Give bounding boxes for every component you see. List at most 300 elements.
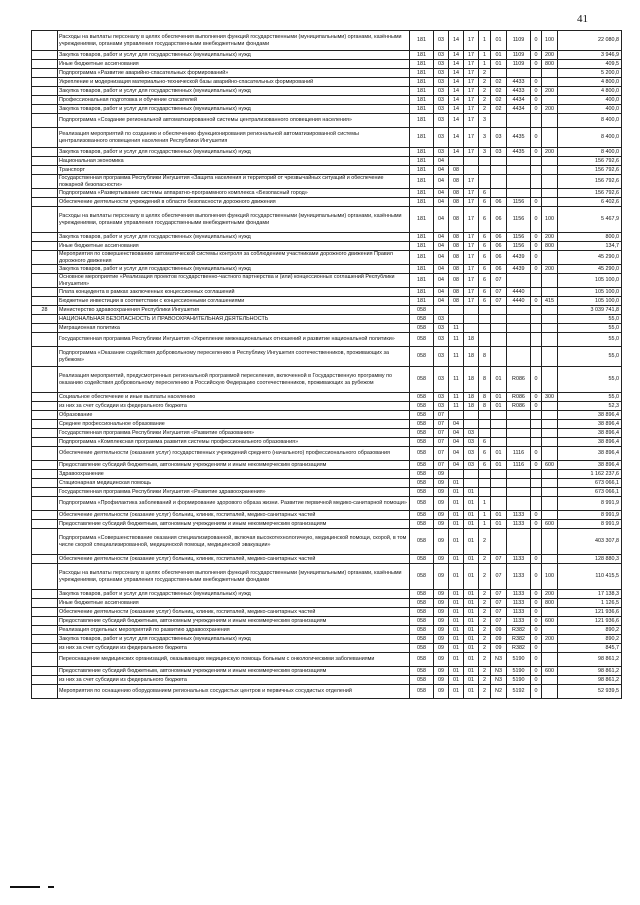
table-row	[32, 207, 622, 233]
expense-type-cell: 100	[542, 564, 558, 590]
subprogram-code-cell: 2	[479, 676, 491, 685]
expense-type-cell	[542, 347, 558, 367]
program-code-cell: 17	[464, 105, 479, 114]
subprogram-code-cell: 1	[479, 511, 491, 520]
direction-code-cell: 4433	[507, 78, 531, 87]
section-code-cell: 09	[434, 497, 449, 511]
amount-cell: 8 991,9	[558, 520, 622, 529]
subsection-code-cell: 01	[449, 617, 464, 626]
item-name-cell: Подпрограмма «Оказание содействия добровольному переселению в Республику Ингушетия соотечественников, проживающих за рубежом»	[58, 347, 410, 367]
item-name-cell: Закупка товаров, работ и услуг для государственных (муниципальных) нужд	[58, 87, 410, 96]
amount-cell: 673 066,1	[558, 488, 622, 497]
row-number-cell	[32, 60, 58, 69]
item-name-cell: Транспорт	[58, 166, 410, 175]
row-number-cell	[32, 51, 58, 60]
amount-cell: 400,0	[558, 105, 622, 114]
row-number-cell	[32, 251, 58, 265]
section-code-cell: 04	[434, 274, 449, 288]
subprogram-code-cell	[479, 175, 491, 189]
subprogram-code-cell: 6	[479, 297, 491, 306]
event-code-cell: 09	[491, 644, 507, 653]
table-row	[32, 644, 622, 653]
ministry-code-cell: 181	[410, 189, 434, 198]
section-code-cell: 09	[434, 479, 449, 488]
extra-code-cell	[531, 157, 542, 166]
row-number-cell	[32, 555, 58, 564]
row-number-cell	[32, 590, 58, 599]
expense-type-cell: 100	[542, 31, 558, 51]
table-row	[32, 608, 622, 617]
subsection-code-cell: 11	[449, 367, 464, 393]
item-name-cell: Расходы на выплаты персоналу в целях обеспечения выполнения функций государственными (муниципальными) органами, казёнными учреждениями, органами управления государственными внебюджетными фондами	[58, 564, 410, 590]
section-code-cell: 03	[434, 114, 449, 128]
event-code-cell	[491, 438, 507, 447]
amount-cell: 45 290,0	[558, 251, 622, 265]
event-code-cell	[491, 69, 507, 78]
expense-type-cell	[542, 685, 558, 699]
event-code-cell	[491, 420, 507, 429]
row-number-cell	[32, 438, 58, 447]
expense-type-cell: 200	[542, 590, 558, 599]
program-code-cell	[464, 315, 479, 324]
direction-code-cell: 4435	[507, 148, 531, 157]
amount-cell: 38 896,4	[558, 438, 622, 447]
direction-code-cell: R086	[507, 367, 531, 393]
row-number-cell	[32, 333, 58, 347]
direction-code-cell	[507, 69, 531, 78]
page-number: 41	[577, 13, 588, 25]
extra-code-cell: 0	[531, 676, 542, 685]
row-number-cell	[32, 315, 58, 324]
ministry-code-cell: 058	[410, 644, 434, 653]
direction-code-cell	[507, 114, 531, 128]
program-code-cell: 17	[464, 274, 479, 288]
event-code-cell: 07	[491, 608, 507, 617]
amount-cell: 121 936,6	[558, 617, 622, 626]
event-code-cell	[491, 157, 507, 166]
item-name-cell: Предоставление субсидий бюджетным, автономным учреждениям и иным некоммерческим организациям	[58, 617, 410, 626]
item-name-cell: Основное мероприятие «Реализация проектов государственно-частного партнерства и (или) концессионных соглашений Республики Ингушетия»	[58, 274, 410, 288]
subprogram-code-cell: 2	[479, 617, 491, 626]
amount-cell: 98 861,2	[558, 653, 622, 667]
event-code-cell: 07	[491, 555, 507, 564]
amount-cell: 55,0	[558, 315, 622, 324]
amount-cell: 38 896,4	[558, 429, 622, 438]
expense-type-cell	[542, 128, 558, 148]
event-code-cell: 01	[491, 402, 507, 411]
ministry-code-cell: 181	[410, 274, 434, 288]
subsection-code-cell: 14	[449, 96, 464, 105]
amount-cell: 98 861,2	[558, 667, 622, 676]
row-number-cell	[32, 207, 58, 233]
amount-cell: 3 946,9	[558, 51, 622, 60]
row-number-cell	[32, 599, 58, 608]
section-code-cell: 03	[434, 60, 449, 69]
event-code-cell: 01	[491, 447, 507, 461]
extra-code-cell: 0	[531, 599, 542, 608]
expense-type-cell: 200	[542, 51, 558, 60]
event-code-cell	[491, 175, 507, 189]
amount-cell: 156 792,6	[558, 175, 622, 189]
ministry-code-cell: 058	[410, 347, 434, 367]
subprogram-code-cell	[479, 479, 491, 488]
extra-code-cell	[531, 288, 542, 297]
table-row	[32, 529, 622, 555]
table-row	[32, 626, 622, 635]
direction-code-cell	[507, 274, 531, 288]
table-row	[32, 617, 622, 626]
extra-code-cell: 0	[531, 644, 542, 653]
subprogram-code-cell	[479, 488, 491, 497]
event-code-cell: 07	[491, 590, 507, 599]
row-number-cell	[32, 198, 58, 207]
program-code-cell: 17	[464, 189, 479, 198]
event-code-cell	[491, 166, 507, 175]
direction-code-cell: 5190	[507, 667, 531, 676]
direction-code-cell: 5190	[507, 676, 531, 685]
direction-code-cell	[507, 306, 531, 315]
item-name-cell: Расходы на выплаты персоналу в целях обеспечения выполнения функций государственными (муниципальными) органами, казёнными учреждениями, органами управления государственными внебюджетными фондами	[58, 31, 410, 51]
section-code-cell: 09	[434, 653, 449, 667]
section-code-cell: 03	[434, 78, 449, 87]
amount-cell: 45 290,0	[558, 265, 622, 274]
amount-cell: 1 162 237,6	[558, 470, 622, 479]
table-row	[32, 653, 622, 667]
event-code-cell	[491, 114, 507, 128]
section-code-cell: 07	[434, 429, 449, 438]
direction-code-cell	[507, 189, 531, 198]
extra-code-cell	[531, 347, 542, 367]
direction-code-cell: 5190	[507, 653, 531, 667]
extra-code-cell: 0	[531, 617, 542, 626]
ministry-code-cell: 058	[410, 479, 434, 488]
subprogram-code-cell	[479, 166, 491, 175]
expense-type-cell: 200	[542, 265, 558, 274]
program-code-cell: 01	[464, 511, 479, 520]
expense-type-cell	[542, 166, 558, 175]
table-row	[32, 393, 622, 402]
row-number-cell	[32, 617, 58, 626]
row-number-cell	[32, 488, 58, 497]
section-code-cell: 04	[434, 288, 449, 297]
section-code-cell: 03	[434, 393, 449, 402]
ministry-code-cell: 181	[410, 69, 434, 78]
section-code-cell: 03	[434, 367, 449, 393]
expense-type-cell	[542, 644, 558, 653]
row-number-cell	[32, 233, 58, 242]
table-row	[32, 667, 622, 676]
event-code-cell: 01	[491, 511, 507, 520]
subprogram-code-cell: 2	[479, 644, 491, 653]
item-name-cell: Предоставление субсидий бюджетным, автономным учреждениям и иным некоммерческим организациям	[58, 667, 410, 676]
item-name-cell: Реализация мероприятий, предусмотренных региональной программой переселения, включенной в Государственную программу по оказанию содействия добровольному переселению в Российскую Федерацию соотечественников, проживающих за рубежом	[58, 367, 410, 393]
subsection-code-cell: 01	[449, 555, 464, 564]
expense-type-cell: 600	[542, 461, 558, 470]
extra-code-cell: 0	[531, 555, 542, 564]
direction-code-cell: 1133	[507, 564, 531, 590]
program-code-cell: 01	[464, 590, 479, 599]
item-name-cell: Подпрограмма «Создание региональной автоматизированной системы централизованного оповещения населения»	[58, 114, 410, 128]
expense-type-cell	[542, 306, 558, 315]
subprogram-code-cell: 6	[479, 274, 491, 288]
subsection-code-cell: 11	[449, 393, 464, 402]
subsection-code-cell: 01	[449, 635, 464, 644]
subprogram-code-cell: 2	[479, 667, 491, 676]
event-code-cell: 01	[491, 51, 507, 60]
amount-cell: 110 415,5	[558, 564, 622, 590]
item-name-cell: из них за счет субсидии из федерального бюджета	[58, 676, 410, 685]
program-code-cell: 01	[464, 564, 479, 590]
expense-type-cell	[542, 420, 558, 429]
expense-type-cell	[542, 274, 558, 288]
item-name-cell: Среднее профессиональное образование	[58, 420, 410, 429]
amount-cell: 4 800,0	[558, 87, 622, 96]
table-row	[32, 31, 622, 51]
item-name-cell: Национальная экономика	[58, 157, 410, 166]
row-number-cell	[32, 608, 58, 617]
expense-type-cell	[542, 175, 558, 189]
amount-cell: 8 400,0	[558, 128, 622, 148]
subsection-code-cell: 08	[449, 288, 464, 297]
extra-code-cell	[531, 470, 542, 479]
row-number-cell	[32, 242, 58, 251]
subprogram-code-cell: 8	[479, 402, 491, 411]
extra-code-cell	[531, 274, 542, 288]
program-code-cell	[464, 157, 479, 166]
subprogram-code-cell: 2	[479, 608, 491, 617]
ministry-code-cell: 058	[410, 685, 434, 699]
expense-type-cell: 300	[542, 393, 558, 402]
direction-code-cell: 1156	[507, 242, 531, 251]
ministry-code-cell: 181	[410, 251, 434, 265]
expense-type-cell	[542, 324, 558, 333]
budget-table-body	[32, 31, 622, 699]
amount-cell: 8 400,0	[558, 148, 622, 157]
direction-code-cell: 4440	[507, 297, 531, 306]
ministry-code-cell: 058	[410, 667, 434, 676]
subsection-code-cell: 01	[449, 599, 464, 608]
ministry-code-cell: 058	[410, 555, 434, 564]
program-code-cell: 03	[464, 438, 479, 447]
extra-code-cell	[531, 306, 542, 315]
event-code-cell	[491, 324, 507, 333]
table-row	[32, 479, 622, 488]
ministry-code-cell: 058	[410, 461, 434, 470]
subsection-code-cell: 14	[449, 148, 464, 157]
row-number-cell	[32, 411, 58, 420]
subprogram-code-cell	[479, 306, 491, 315]
row-number-cell	[32, 479, 58, 488]
subprogram-code-cell: 2	[479, 590, 491, 599]
section-code-cell	[434, 306, 449, 315]
table-row	[32, 233, 622, 242]
subsection-code-cell: 04	[449, 461, 464, 470]
program-code-cell: 17	[464, 60, 479, 69]
row-number-cell	[32, 148, 58, 157]
direction-code-cell: R086	[507, 393, 531, 402]
extra-code-cell: 0	[531, 148, 542, 157]
item-name-cell: Государственная программа Республики Ингушетия «Развитие здравоохранения»	[58, 488, 410, 497]
event-code-cell: N2	[491, 685, 507, 699]
expense-type-cell: 200	[542, 635, 558, 644]
amount-cell: 121 936,6	[558, 608, 622, 617]
direction-code-cell: 1109	[507, 60, 531, 69]
extra-code-cell	[531, 529, 542, 555]
ministry-code-cell: 181	[410, 148, 434, 157]
amount-cell: 890,2	[558, 626, 622, 635]
program-code-cell	[464, 479, 479, 488]
extra-code-cell	[531, 114, 542, 128]
ministry-code-cell: 058	[410, 470, 434, 479]
subsection-code-cell	[449, 411, 464, 420]
direction-code-cell: 1133	[507, 520, 531, 529]
item-name-cell: Закупка товаров, работ и услуг для государственных (муниципальных) нужд	[58, 148, 410, 157]
item-name-cell: Мероприятия по оснащению оборудованием региональных сосудистых центров и первичных сосудистых отделений	[58, 685, 410, 699]
program-code-cell	[464, 324, 479, 333]
row-number-cell	[32, 626, 58, 635]
event-code-cell: 03	[491, 148, 507, 157]
event-code-cell	[491, 306, 507, 315]
subprogram-code-cell: 1	[479, 31, 491, 51]
amount-cell: 1 126,5	[558, 599, 622, 608]
item-name-cell: Иные бюджетные ассигнования	[58, 599, 410, 608]
subsection-code-cell: 04	[449, 447, 464, 461]
expense-type-cell	[542, 626, 558, 635]
ministry-code-cell: 058	[410, 635, 434, 644]
item-name-cell: Расходы на выплаты персоналу в целях обеспечения выполнения функций государственными (муниципальными) органами, казёнными учреждениями, органами управления государственными внебюджетными фондами	[58, 207, 410, 233]
subsection-code-cell: 04	[449, 438, 464, 447]
subsection-code-cell: 08	[449, 166, 464, 175]
section-code-cell: 09	[434, 635, 449, 644]
subprogram-code-cell: 3	[479, 148, 491, 157]
event-code-cell: 06	[491, 198, 507, 207]
subsection-code-cell: 04	[449, 429, 464, 438]
expense-type-cell	[542, 479, 558, 488]
table-row	[32, 438, 622, 447]
subsection-code-cell: 11	[449, 324, 464, 333]
subprogram-code-cell: 8	[479, 367, 491, 393]
section-code-cell: 03	[434, 31, 449, 51]
table-row	[32, 520, 622, 529]
ministry-code-cell: 058	[410, 599, 434, 608]
subsection-code-cell: 01	[449, 511, 464, 520]
program-code-cell: 17	[464, 128, 479, 148]
subsection-code-cell	[449, 315, 464, 324]
direction-code-cell: R382	[507, 626, 531, 635]
subprogram-code-cell	[479, 157, 491, 166]
subprogram-code-cell: 1	[479, 520, 491, 529]
extra-code-cell	[531, 479, 542, 488]
amount-cell: 673 066,1	[558, 479, 622, 488]
row-number-cell	[32, 324, 58, 333]
subsection-code-cell: 08	[449, 175, 464, 189]
subsection-code-cell: 14	[449, 69, 464, 78]
expense-type-cell	[542, 114, 558, 128]
program-code-cell: 01	[464, 520, 479, 529]
table-row	[32, 265, 622, 274]
direction-code-cell: 1109	[507, 31, 531, 51]
expense-type-cell: 200	[542, 233, 558, 242]
expense-type-cell	[542, 333, 558, 347]
row-number-cell	[32, 653, 58, 667]
table-row	[32, 274, 622, 288]
section-code-cell: 09	[434, 529, 449, 555]
direction-code-cell: 1109	[507, 51, 531, 60]
ministry-code-cell: 058	[410, 488, 434, 497]
amount-cell: 38 896,4	[558, 461, 622, 470]
extra-code-cell	[531, 333, 542, 347]
program-code-cell	[464, 166, 479, 175]
ministry-code-cell: 181	[410, 242, 434, 251]
program-code-cell: 17	[464, 265, 479, 274]
event-code-cell: 02	[491, 87, 507, 96]
ministry-code-cell: 058	[410, 564, 434, 590]
item-name-cell: НАЦИОНАЛЬНАЯ БЕЗОПАСНОСТЬ И ПРАВООХРАНИТЕЛЬНАЯ ДЕЯТЕЛЬНОСТЬ	[58, 315, 410, 324]
program-code-cell	[464, 306, 479, 315]
section-code-cell: 03	[434, 51, 449, 60]
row-number-cell	[32, 288, 58, 297]
table-row	[32, 333, 622, 347]
expense-type-cell	[542, 367, 558, 393]
direction-code-cell: 5192	[507, 685, 531, 699]
program-code-cell: 01	[464, 608, 479, 617]
extra-code-cell: 0	[531, 242, 542, 251]
row-number-cell	[32, 447, 58, 461]
amount-cell: 3 039 741,8	[558, 306, 622, 315]
item-name-cell: Подпрограмма «Комплексная программа развития системы профессионального образования»	[58, 438, 410, 447]
subsection-code-cell: 01	[449, 520, 464, 529]
expense-type-cell: 415	[542, 297, 558, 306]
extra-code-cell: 0	[531, 461, 542, 470]
item-name-cell: Обеспечение деятельности учреждений в области безопасности дорожного движения	[58, 198, 410, 207]
table-row	[32, 297, 622, 306]
extra-code-cell	[531, 324, 542, 333]
subsection-code-cell: 14	[449, 87, 464, 96]
amount-cell: 55,0	[558, 347, 622, 367]
extra-code-cell: 0	[531, 96, 542, 105]
row-number-cell	[32, 128, 58, 148]
amount-cell: 128 880,3	[558, 555, 622, 564]
table-row	[32, 96, 622, 105]
subsection-code-cell: 08	[449, 207, 464, 233]
subprogram-code-cell: 2	[479, 69, 491, 78]
amount-cell: 8 991,9	[558, 497, 622, 511]
direction-code-cell: 1156	[507, 198, 531, 207]
subprogram-code-cell: 6	[479, 438, 491, 447]
direction-code-cell	[507, 411, 531, 420]
ministry-code-cell: 058	[410, 429, 434, 438]
expense-type-cell	[542, 429, 558, 438]
subsection-code-cell: 01	[449, 590, 464, 599]
extra-code-cell: 0	[531, 233, 542, 242]
program-code-cell: 18	[464, 393, 479, 402]
expense-type-cell: 600	[542, 520, 558, 529]
expense-type-cell	[542, 96, 558, 105]
section-code-cell: 03	[434, 148, 449, 157]
amount-cell: 38 896,4	[558, 420, 622, 429]
program-code-cell: 01	[464, 676, 479, 685]
item-name-cell: Закупка товаров, работ и услуг для государственных (муниципальных) нужд	[58, 265, 410, 274]
subprogram-code-cell: 6	[479, 207, 491, 233]
event-code-cell: 07	[491, 288, 507, 297]
table-row	[32, 564, 622, 590]
row-number-cell	[32, 676, 58, 685]
row-number-cell	[32, 393, 58, 402]
program-code-cell: 17	[464, 242, 479, 251]
section-code-cell: 09	[434, 590, 449, 599]
extra-code-cell: 0	[531, 653, 542, 667]
row-number-cell	[32, 87, 58, 96]
